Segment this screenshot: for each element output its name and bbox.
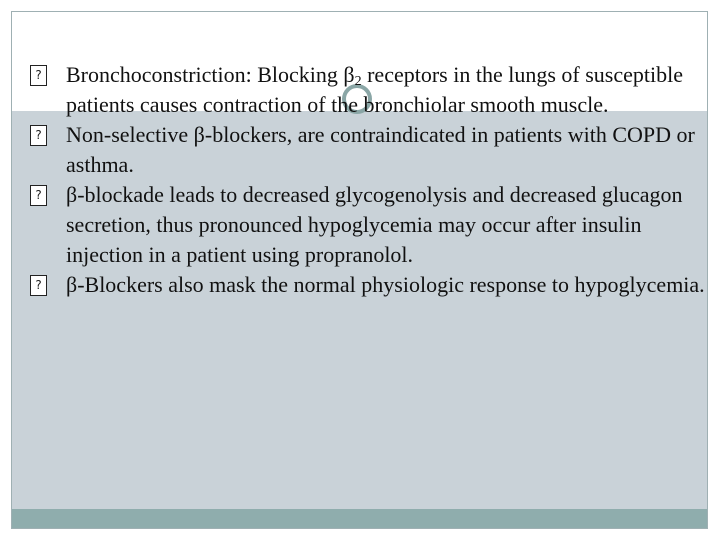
beta-subscript: 2 (354, 74, 362, 89)
bullet-list (30, 60, 710, 300)
bullet-item-3 (30, 180, 710, 270)
bullet-marker-icon: ? (30, 125, 47, 146)
footer-band (12, 509, 707, 528)
bullet-item-4 (30, 270, 710, 300)
bullet-marker-icon: ? (30, 185, 47, 206)
bullet-item-1 (30, 60, 710, 120)
bullet-marker-icon: ? (30, 275, 47, 296)
bullet-text-3: β-blockade leads to decreased glycogenolysis and decreased glucagon secretion, thus pronounced hypoglycemia may occur after insulin injection in a patient using propranolol. (66, 182, 683, 267)
bullet-text-4: β-Blockers also mask the normal physiologic response to hypoglycemia. (66, 272, 705, 297)
bullet-text-1b: receptors in the lungs of susceptible patients causes contraction of the bronchiolar smooth muscle. (66, 62, 683, 117)
bullet-text-1a: Bronchoconstriction: Blocking β (66, 62, 355, 87)
bullet-item-2 (30, 120, 710, 180)
bullet-marker-icon: ? (30, 65, 47, 86)
bullet-text-2: Non-selective β-blockers, are contraindicated in patients with COPD or asthma. (66, 122, 695, 177)
